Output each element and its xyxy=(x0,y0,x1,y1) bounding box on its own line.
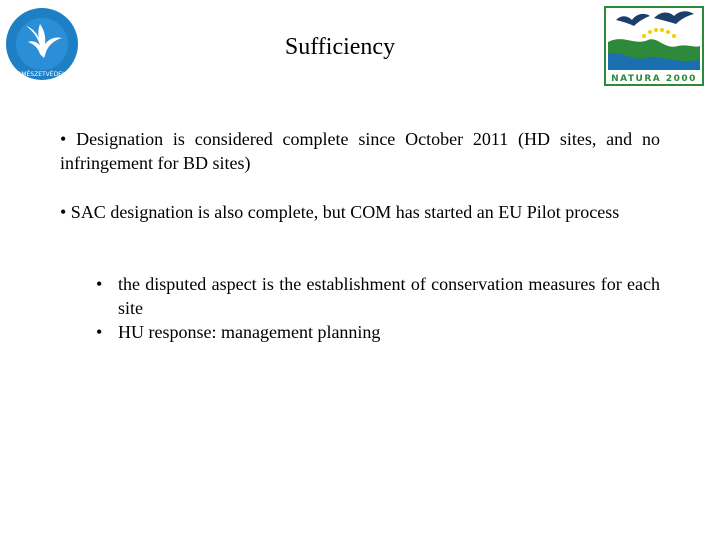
sub-bullet-item xyxy=(96,320,660,344)
bullet-paragraph-designation: • Designation is considered complete since October 2011 (HD sites, and no infringement for BD sites) xyxy=(60,129,660,173)
bullet-glyph: • xyxy=(96,274,103,294)
sub-bullet-text: HU response: management planning xyxy=(118,322,381,342)
sub-bullet-text: the disputed aspect is the establishment of conservation measures for each site xyxy=(118,274,660,318)
bullet-glyph: • xyxy=(96,322,103,342)
bullet-paragraph-sac: • SAC designation is also complete, but COM has started an EU Pilot process xyxy=(60,202,620,222)
logo-ring-text: TERMÉSZETVÉDELEM xyxy=(9,71,75,78)
natura-logo-text: NATURA 2000 xyxy=(611,74,697,84)
slide-title: Sufficiency xyxy=(284,34,396,60)
sub-bullet-list xyxy=(96,272,660,344)
sub-bullet-item xyxy=(96,272,660,320)
